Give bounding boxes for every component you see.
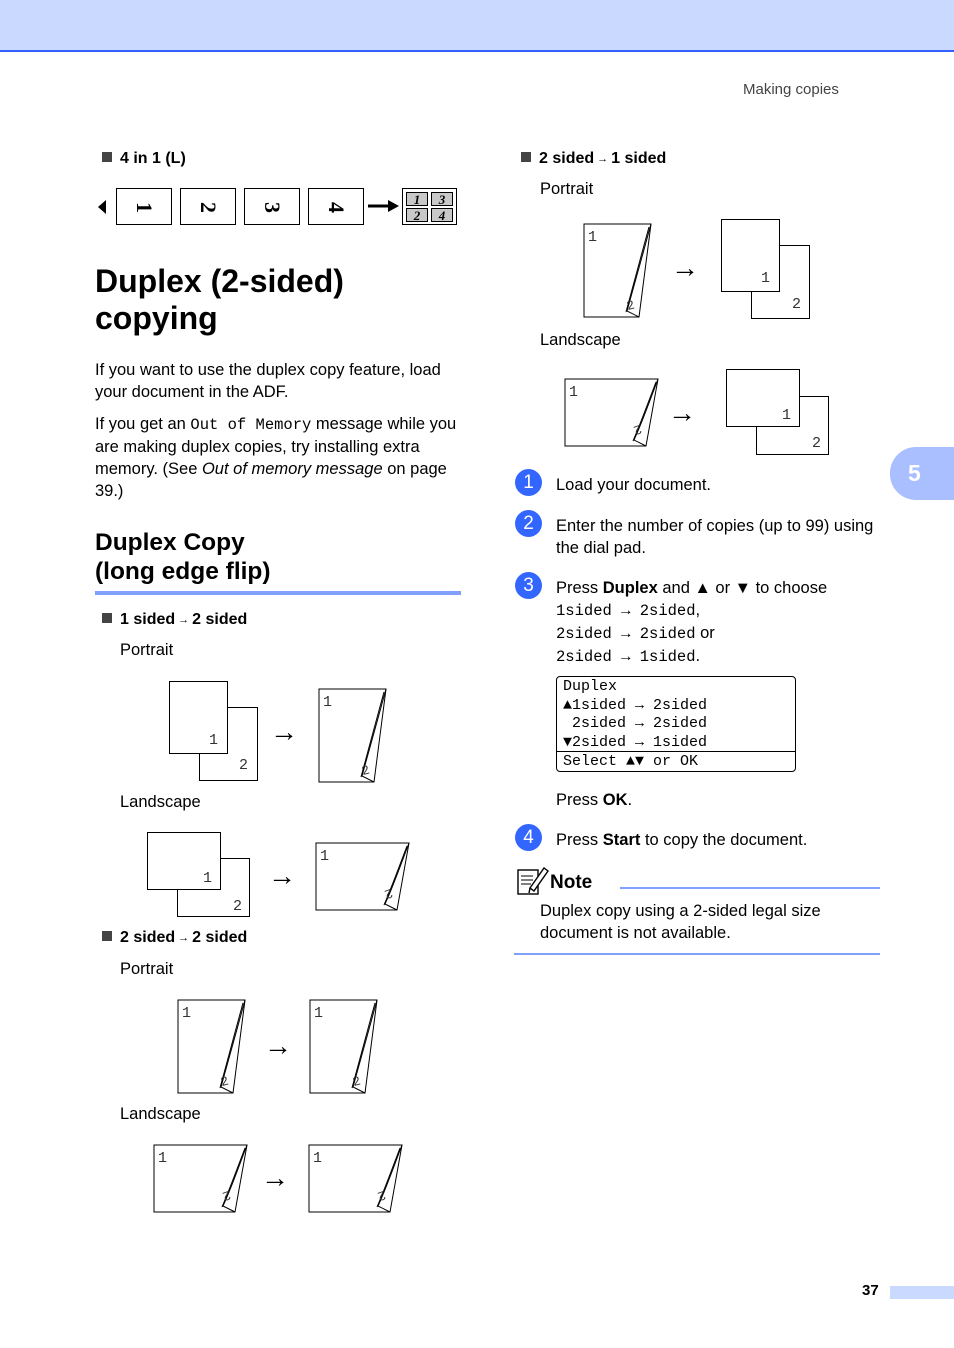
- step-2-text: Enter the number of copies (up to 99) using the dial pad.: [556, 517, 874, 557]
- arrow-icon: →: [261, 1162, 289, 1193]
- svg-text:1: 1: [313, 1150, 323, 1167]
- note-title: Note: [550, 872, 593, 893]
- step-number-4: 4: [515, 824, 542, 851]
- step-number-2: 2: [515, 510, 542, 537]
- svg-text:2: 2: [382, 884, 395, 902]
- svg-text:2: 2: [375, 1186, 388, 1204]
- intro-paragraph-1: If you want to use the duplex copy feature, load your document in the ADF.: [95, 361, 441, 401]
- bullet-square-icon: [102, 931, 112, 941]
- press-ok-text: Press OK.: [556, 791, 633, 809]
- landscape-thumb-1: 1: [116, 188, 172, 225]
- left-triangle-icon: [98, 200, 106, 214]
- portrait-label: Portrait: [120, 641, 174, 659]
- step-number-3: 3: [515, 572, 542, 599]
- arrow-icon: →: [270, 716, 298, 747]
- chapter-tab: 5: [890, 447, 954, 500]
- landscape-thumb-4: 4: [308, 188, 364, 225]
- bullet-one-to-two: 1 sided → 2 sided: [102, 611, 247, 629]
- section-heading: Duplex Copy (long edge flip): [95, 529, 271, 585]
- step-4-text: Press Start to copy the document.: [556, 831, 808, 849]
- svg-text:1: 1: [320, 848, 330, 865]
- svg-text:1: 1: [588, 229, 598, 246]
- arrow-icon: →: [668, 397, 696, 428]
- lcd-line-2: ▲1sided → 2sided: [563, 696, 708, 714]
- bullet-square-icon: [521, 152, 531, 162]
- footer-bar: [890, 1286, 954, 1299]
- landscape-label: Landscape: [120, 1105, 201, 1123]
- svg-text:2: 2: [359, 762, 372, 779]
- svg-text:1: 1: [158, 1150, 168, 1167]
- ok-key-label: OK: [602, 791, 628, 809]
- note-rule-bottom: [514, 953, 880, 955]
- svg-text:2: 2: [218, 1073, 231, 1090]
- right-arrow-icon: [368, 199, 400, 213]
- header-bar: [0, 0, 954, 52]
- page-number: 37: [862, 1282, 879, 1299]
- note-text: Duplex copy using a 2-sided legal size document is not available.: [540, 902, 821, 942]
- page-title: Duplex (2-sided) copying: [95, 263, 344, 336]
- landscape-thumb-2: 2: [180, 188, 236, 225]
- note-rule-top: [620, 887, 880, 889]
- portrait-label: Portrait: [120, 960, 174, 978]
- lcd-line-1: Duplex: [563, 678, 618, 695]
- arrow-icon: →: [268, 860, 296, 891]
- landscape-thumb-3: 3: [244, 188, 300, 225]
- portrait-label: Portrait: [540, 180, 594, 198]
- svg-text:2: 2: [220, 1186, 233, 1204]
- section-rule: [95, 591, 461, 595]
- svg-text:2: 2: [631, 420, 644, 438]
- svg-text:1: 1: [323, 694, 333, 711]
- lcd-line-4: ▼2sided → 1sided: [563, 733, 708, 751]
- lcd-display: [556, 676, 796, 772]
- svg-text:1: 1: [569, 384, 579, 401]
- cross-reference-link: Out of memory message: [201, 460, 383, 478]
- step-1-text: Load your document.: [556, 476, 712, 494]
- note-icon: [517, 866, 549, 896]
- svg-text:1: 1: [314, 1005, 324, 1022]
- section-title: Making copies: [743, 81, 839, 98]
- bullet-two-to-two: 2 sided → 2 sided: [102, 929, 247, 947]
- start-key-label: Start: [602, 831, 641, 849]
- svg-text:2: 2: [624, 297, 637, 314]
- bullet-two-to-one: 2 sided → 1 sided: [521, 150, 666, 168]
- intro-paragraph-2: If you get an Out of Memory message while you are making duplex copies, try installing extra memory. (See Out of memory message on page 39.): [95, 415, 457, 500]
- arrow-icon: →: [264, 1030, 292, 1061]
- landscape-label: Landscape: [540, 331, 621, 349]
- svg-text:2: 2: [350, 1073, 363, 1090]
- step-number-1: 1: [515, 469, 542, 496]
- bullet-square-icon: [102, 152, 112, 162]
- bullet-square-icon: [102, 613, 112, 623]
- step-3-text: Press Duplex and ▲ or ▼ to choose 1sided → 2sided, 2sided → 2sided or 2sided → 1sided.: [556, 579, 828, 666]
- svg-text:1: 1: [182, 1005, 192, 1022]
- four-in-one-result-icon: 1 3 2 4: [402, 188, 457, 225]
- duplex-key-label: Duplex: [602, 579, 658, 597]
- lcd-line-3: 2sided → 2sided: [563, 715, 708, 732]
- lcd-footer: Select ▲▼ or OK: [563, 753, 699, 770]
- landscape-label: Landscape: [120, 793, 201, 811]
- arrow-icon: →: [671, 252, 699, 283]
- bullet-four-in-one: 4 in 1 (L): [102, 150, 186, 168]
